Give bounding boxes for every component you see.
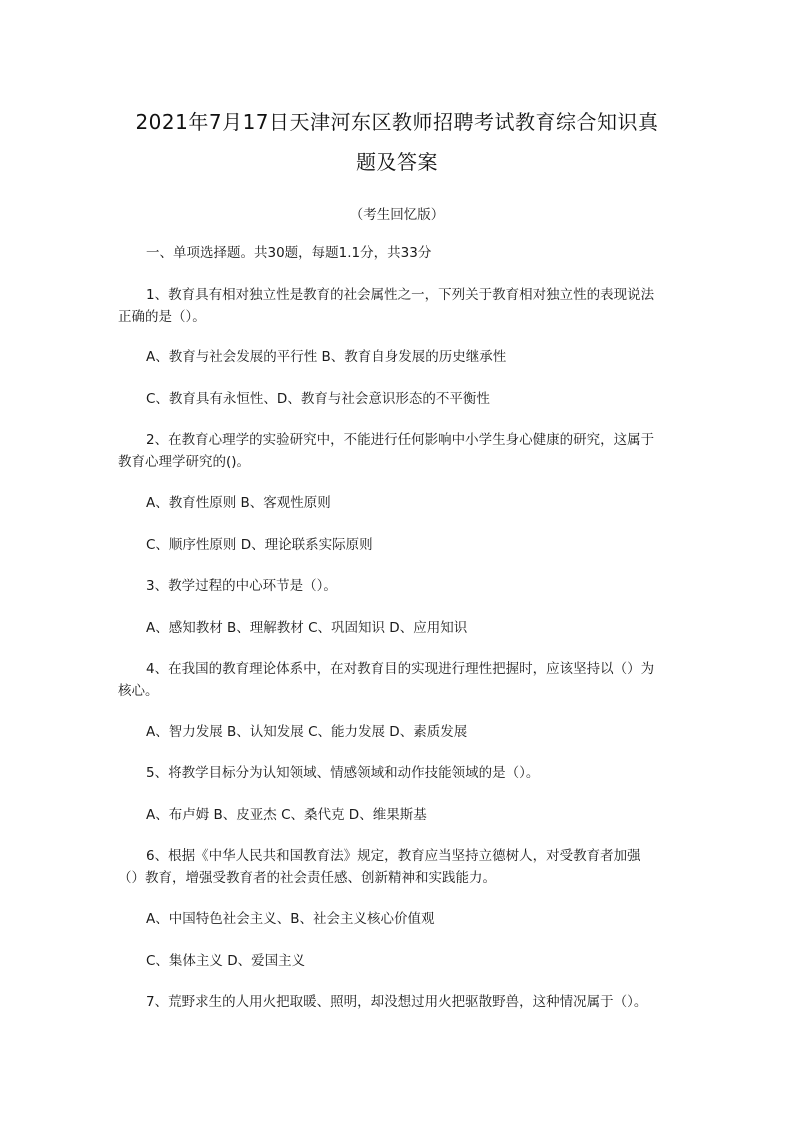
question-1-options-cd: C、教育具有永恒性、D、教育与社会意识形态的不平衡性: [146, 391, 490, 407]
question-2-line-2: 教育心理学研究的()。: [118, 454, 251, 470]
section-heading: 一、单项选择题。共30题，每题1.1分，共33分: [146, 245, 432, 261]
question-1-line-2: 正确的是（）。: [118, 309, 206, 325]
document-subtitle: （考生回忆版）: [349, 207, 445, 223]
question-4-line-2: 核心。: [118, 683, 159, 699]
question-6-line-2: （）教育，增强受教育者的社会责任感、创新精神和实践能力。: [118, 870, 496, 886]
question-7: 7、荒野求生的人用火把取暖、照明，却没想过用火把驱散野兽，这种情况属于（）。: [146, 994, 648, 1010]
question-6-line-1: 6、根据《中华人民共和国教育法》规定，教育应当坚持立德树人，对受教育者加强: [146, 848, 641, 864]
question-2-line-1: 2、在教育心理学的实验研究中，不能进行任何影响中小学生身心健康的研究，这属于: [146, 432, 655, 448]
question-1-options-ab: A、教育与社会发展的平行性 B、教育自身发展的历史继承性: [146, 349, 507, 365]
question-2-options-cd: C、顺序性原则 D、理论联系实际原则: [146, 537, 373, 553]
question-6: [118, 845, 684, 889]
question-5-options: A、布卢姆 B、皮亚杰 C、桑代克 D、维果斯基: [146, 807, 427, 823]
question-2-options-ab: A、教育性原则 B、客观性原则: [146, 495, 331, 511]
question-4: [118, 658, 684, 702]
question-6-options-ab: A、中国特色社会主义、B、社会主义核心价值观: [146, 911, 435, 927]
question-6-options-cd: C、集体主义 D、爱国主义: [146, 953, 306, 969]
question-4-options: A、智力发展 B、认知发展 C、能力发展 D、素质发展: [146, 724, 468, 740]
question-3: 3、教学过程的中心环节是（）。: [146, 578, 337, 594]
question-1: [118, 284, 684, 328]
question-2: [118, 429, 684, 473]
question-3-options: A、感知教材 B、理解教材 C、巩固知识 D、应用知识: [146, 620, 468, 636]
question-5: 5、将教学目标分为认知领域、情感领域和动作技能领域的是（）。: [146, 765, 540, 781]
document-title: 2021年7月17日天津河东区教师招聘考试教育综合知识真: [135, 110, 659, 134]
document-title-continued: 题及答案: [356, 150, 438, 174]
question-4-line-1: 4、在我国的教育理论体系中，在对教育目的实现进行理性把握时，应该坚持以（）为: [146, 661, 655, 677]
question-1-line-1: 1、教育具有相对独立性是教育的社会属性之一，下列关于教育相对独立性的表现说法: [146, 287, 655, 303]
